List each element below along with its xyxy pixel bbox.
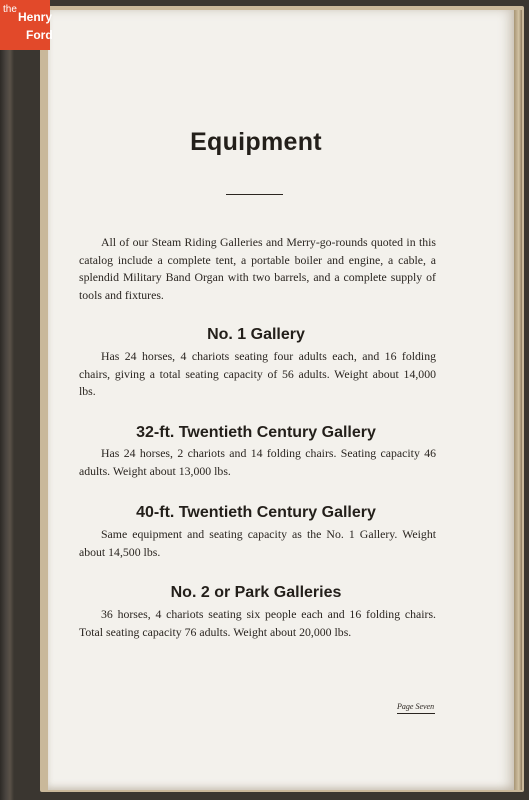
section-heading-no1-gallery: No. 1 Gallery (207, 326, 305, 343)
logo-text-henry: Henry (18, 10, 53, 24)
section-text-park-galleries: 36 horses, 4 chariots seating six people each and 16 folding chairs. Total seating capacity 76 adults. Weight about 20,000 lbs. (79, 607, 436, 639)
page-title: Equipment (190, 128, 322, 156)
right-binding (514, 10, 522, 790)
henry-ford-logo (0, 0, 53, 50)
section-heading-park-galleries: No. 2 or Park Galleries (170, 584, 342, 601)
title-divider (226, 194, 283, 195)
logo-text-ford: Ford (26, 28, 53, 42)
section-heading-40ft-gallery: 40-ft. Twentieth Century Gallery (136, 504, 376, 521)
section-text-40ft-gallery: Same equipment and seating capacity as the No. 1 Gallery. Weight about 14,500 lbs. (79, 527, 436, 559)
logo-text-the: the (3, 4, 17, 15)
intro-paragraph: All of our Steam Riding Galleries and Merry-go-rounds quoted in this catalog include a complete tent, a portable boiler and engine, a cable, a splendid Military Band Organ with two barrels, and a complete supply of tools and fixtures. (79, 235, 436, 302)
page-number: Page Seven (397, 702, 435, 711)
section-text-32ft-gallery: Has 24 horses, 2 chariots and 14 folding chairs. Seating capacity 46 adults. Weight about 13,000 lbs. (79, 446, 436, 478)
section-text-no1-gallery: Has 24 horses, 4 chariots seating four adults each, and 16 folding chairs, giving a total seating capacity of 56 adults. Weight about 14,000 lbs. (79, 349, 436, 398)
page-number-underline (397, 713, 435, 714)
section-heading-32ft-gallery: 32-ft. Twentieth Century Gallery (136, 424, 376, 441)
